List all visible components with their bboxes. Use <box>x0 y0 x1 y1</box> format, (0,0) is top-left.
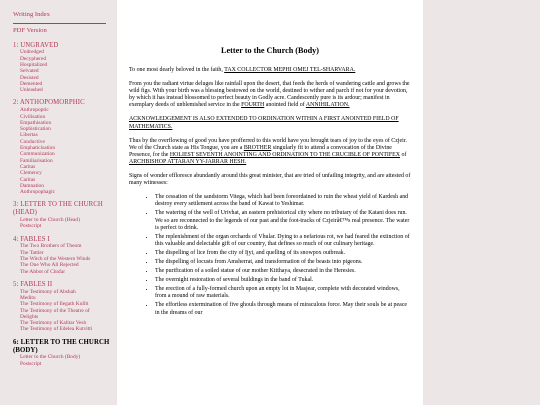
sidebar-item[interactable]: Emphaticisation <box>20 145 56 152</box>
sidebar-section <box>13 42 116 94</box>
sidebar-item[interactable]: Anthropophagic <box>20 189 56 196</box>
paragraph-acknowledgement: ACKNOWLEDGEMENT IS ALSO EXTENDED TO ORDINATION WITHIN A FIRST ANOINTED FIELD OF MATHEMATICS. <box>129 116 399 130</box>
sidebar-item[interactable]: Familiarisation <box>20 157 53 164</box>
field-name: ANNIHILATION. <box>305 102 350 109</box>
sidebar-item[interactable]: Communization <box>20 151 55 158</box>
pdf-version-link[interactable]: PDF Version <box>13 26 47 34</box>
sidebar-section-title: 6: LETTER TO THE CHURCH (BODY) <box>13 338 110 354</box>
sidebar-item[interactable]: Desisted <box>20 74 39 81</box>
sidebar-item[interactable]: Postscript <box>20 223 42 230</box>
sidebar <box>0 0 116 405</box>
salutation-name: TAX COLLECTOR MEPHI OMEJ TEL-SHARVARA. <box>224 67 356 73</box>
sidebar-section-title[interactable]: 2: ANTHOPOMORPHIC <box>13 99 85 107</box>
sidebar-item[interactable]: Caritas <box>20 176 36 183</box>
sidebar-section <box>13 281 116 333</box>
sidebar-item[interactable]: Postscript <box>20 360 42 367</box>
page-title: Letter to the Church (Body) <box>221 46 319 55</box>
sidebar-item[interactable]: Damnation <box>20 182 44 189</box>
sidebar-item[interactable]: Anthropoptic <box>20 107 49 114</box>
signs-list-item: • The purification of a soiled statue of our mother Kitthaya, desecrated in the Heresies. <box>155 268 411 275</box>
sidebar-section-title[interactable]: 4: FABLES I <box>13 235 50 243</box>
sidebar-item[interactable]: Decyphered <box>20 55 47 62</box>
signs-list <box>129 194 411 316</box>
paragraph-ordination: Thus by the overflowing of good you have profferred to this world have you brought tears of joy to the eyes of Czjeir. We of the Church state as His Tongue, you are a BROTHER singularly fit to attend a convocation of the Divine Presence, for the HOLIEST SEVENTH ANOINTING AND ORDINATION TO THE CRUCIBLE OF PONTIFEX of ARCHBISHOP ATTARAN YY-JARRAR HESH. <box>129 137 407 165</box>
right-margin <box>423 0 540 405</box>
sidebar-item[interactable]: Letter to the Church (Body) <box>20 354 81 361</box>
sidebar-section <box>13 236 116 275</box>
signs-list-item: • The overnight restoration of several buildings in the band of Tukal. <box>155 277 411 284</box>
signs-list-item: • The dispelling of locusts from Amsherrat, and transformation of the beasts into pigeons. <box>155 259 411 266</box>
paragraph-signs: Signs of wonder effloresce abundantly around this great minister, that are tried of unfailing integrity, and are attested of many witnesses: <box>129 173 411 187</box>
sidebar-item[interactable]: The Tattler <box>20 249 44 256</box>
paragraph-blessing: From you the radiant virtue deluges like rainfall upon the desert, that feeds the herds of wandering cattle and grows the wild figs. With your birth was a blessing bestowed on the world, destined to wither and parch if not for your devotion, by which it has instead blossomed to perfect beauty in Godly acre. Candescently pure is its ardour; manifest in exemplary deeds of unblemished service in the FOURTH anointed field of ANNIHILATION. <box>129 81 410 109</box>
signs-list-item: • The effortless extermination of five ghouls through means of miraculous force. May their souls be at peace in the dreams of our <box>155 302 411 316</box>
letter-content <box>117 0 423 405</box>
signs-list-item: • The cessation of the sandstorm Vitega, which had been foreordained to ruin the wheat yield of Kardesh and destroy every settlement across the band of Kawat to Yeshimar. <box>155 194 411 208</box>
sidebar-item[interactable]: Letter to the Church (Head) <box>20 217 80 224</box>
sidebar-item[interactable]: The Witch of the Western Winds <box>20 256 91 262</box>
writing-index-link[interactable]: Writing Index <box>13 11 50 18</box>
sidebar-item[interactable]: The Abbot of Chnfar <box>20 268 66 275</box>
sidebar-section-title[interactable]: 5: FABLES II <box>13 280 53 288</box>
field-number: FOURTH <box>241 102 265 109</box>
salutation: To one most dearly beloved in the faith, TAX COLLECTOR MEPHI OMEJ TEL-SHARVARA. <box>129 67 356 73</box>
sidebar-section <box>13 339 116 367</box>
sidebar-item[interactable]: Empathisation <box>20 119 52 126</box>
sidebar-item[interactable]: Unleashed <box>20 87 43 94</box>
sidebar-item[interactable]: The Testimony of Kalitar Vesh <box>20 320 87 327</box>
sidebar-section <box>13 99 116 195</box>
sidebar-item[interactable]: The Testimony of the Theatre of <box>20 307 90 314</box>
signs-list-item: • The watering of the well of Urivhat, an eastern prehistorical city where no tributary of the Katani does run. We so are reconnected to the legends of our past and the foot-tracks of Czjeirâ€™s real presence. The water is perfect to drink. <box>155 210 411 231</box>
sidebar-item[interactable]: Demented <box>20 80 43 87</box>
sidebar-item[interactable]: Delights <box>20 313 39 320</box>
sidebar-item[interactable]: Conductive <box>20 138 45 145</box>
sidebar-item[interactable]: Clemency <box>20 170 42 177</box>
sidebar-item[interactable]: Meditu <box>20 294 36 301</box>
sidebar-item[interactable]: Libertas <box>20 132 38 139</box>
sidebar-item[interactable]: Selvated <box>20 68 39 75</box>
sidebar-item[interactable]: Sophistication <box>20 126 51 133</box>
sidebar-item[interactable]: The One Who All Rejected <box>20 262 79 269</box>
signs-list-item: • The dispelling of lice from the city of Ijyi, and quelling of its snowpox outbreak. <box>155 250 411 257</box>
sidebar-item[interactable]: Civilisation <box>20 113 46 120</box>
sidebar-divider <box>13 23 106 24</box>
signs-list-item: • The erection of a fully-formed church upon an empty lot in Masjear, complete with decorated windows, from a mound of raw materials. <box>155 286 411 300</box>
sidebar-item[interactable]: The Two Brothers of Theom <box>20 243 82 250</box>
sidebar-item[interactable]: Undredged <box>20 49 44 56</box>
sidebar-item[interactable]: Hospitalized <box>20 61 48 68</box>
section-list <box>13 42 116 367</box>
sidebar-item[interactable]: The Testimony of Abshah <box>20 288 76 295</box>
sidebar-item[interactable]: The Testimony of Edelea Kutvitti <box>20 326 93 333</box>
sidebar-item[interactable]: Caritas <box>20 163 36 170</box>
sidebar-item[interactable]: The Testimony of Ilegath Kullit <box>20 301 89 308</box>
sidebar-section-title[interactable]: 1: UNGRAVED <box>13 41 59 49</box>
sidebar-section-title[interactable]: 3: LETTER TO THE CHURCH (HEAD) <box>13 201 103 217</box>
signs-list-item: • The replenishment of the organ orchards of Vhular. Dying to a nefarious rot, we had feared the extinction of this valuable and delectable gift of our country, that defines so much of our culinary heritage. <box>155 234 411 248</box>
sidebar-section <box>13 201 116 229</box>
